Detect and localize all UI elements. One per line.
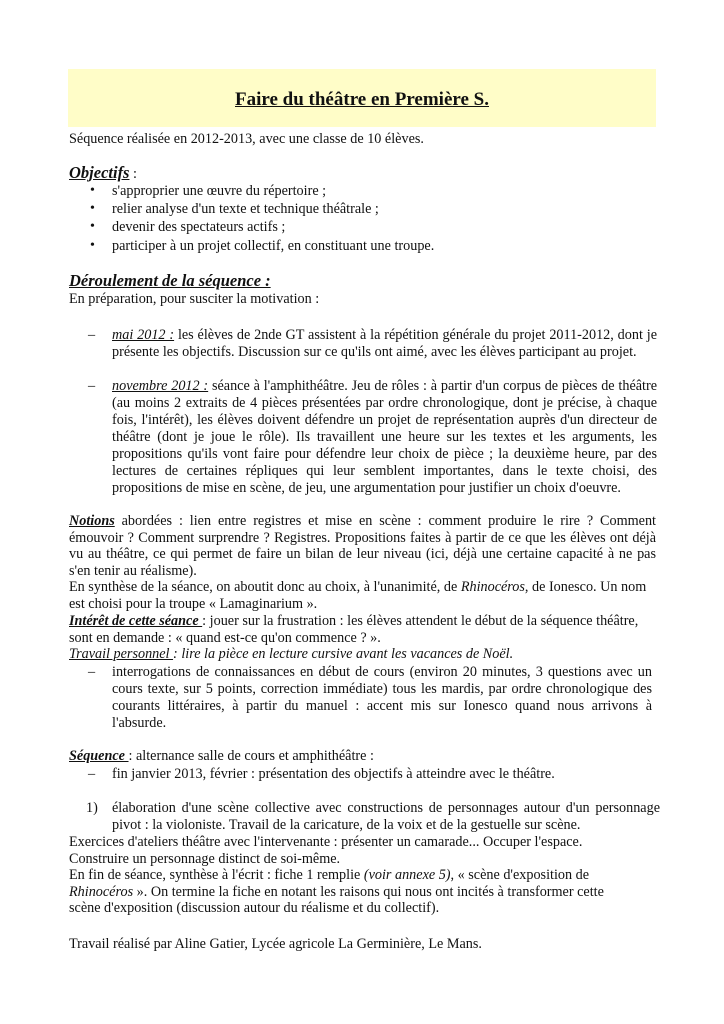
notions-label: Notions (69, 513, 115, 529)
deroulement-heading-label: Déroulement de la séquence : (69, 271, 271, 290)
bullet-icon: • (90, 219, 95, 234)
travail-text: : lire la pièce en lecture cursive avant les vacances de Noël. (173, 646, 514, 662)
dash-item-text: interrogations de connaissances en début de cours (environ 20 minutes, 3 questions avec un cours texte, sur 5 points, correction immédiate) tous les mardis, par ordre chronologique des courants littéraires, à partir du manuel : accent mis sur Ionesco quand nous arrivons à l'absurde. (112, 664, 652, 731)
dash-item-text: fin janvier 2013, février : présentation des objectifs à atteindre avec le théâtre. (112, 766, 555, 782)
dash-icon: – (88, 327, 96, 343)
annex-reference: (voir annexe 5) (363, 867, 451, 883)
list-number: 1) (86, 800, 98, 816)
objectifs-heading (69, 163, 656, 183)
ateliers-paragraph: Exercices d'ateliers théâtre avec l'intervenante : présenter un camarade... Occuper l'espace. (69, 834, 583, 850)
personnage-paragraph: Construire un personnage distinct de soi-même. (69, 851, 341, 867)
dash-item-interrogations (88, 664, 652, 732)
objectif-item-text: relier analyse d'un texte et technique théâtrale ; (112, 201, 379, 217)
objectifs-heading-label: Objectifs (69, 163, 130, 182)
fin-seance-text-2: , « scène d'exposition de (450, 867, 590, 883)
dash-item-janvier (88, 766, 657, 783)
synthese-play-title: Rhinocéros (460, 579, 525, 595)
objectif-item-text: participer à un projet collectif, en constituant une troupe. (112, 238, 435, 254)
dash-item-mai (88, 327, 657, 361)
interet-label: Intérêt de cette séance (69, 613, 203, 629)
bullet-icon: • (90, 201, 95, 216)
title-band (68, 69, 656, 127)
objectifs-heading-suffix: : (129, 166, 137, 182)
synthese-text: En synthèse de la séance, on aboutit donc au choix, à l'unanimité, de (69, 579, 461, 595)
page-title: Faire du théâtre en Première S. (235, 89, 489, 110)
play-title: Rhinocéros (69, 883, 134, 900)
travail-paragraph (69, 646, 656, 663)
sequence-label: Séquence (69, 748, 129, 764)
dash-item-text: les élèves de 2nde GT assistent à la répétition générale du projet 2011-2012, dont je présente les objectifs. Discussion sur ce qu'ils ont aimé, avec les élèves participant au projet. (112, 327, 657, 360)
interet-paragraph (69, 613, 656, 646)
objectif-item (90, 182, 632, 200)
bullet-icon: • (90, 238, 95, 253)
dash-icon: – (88, 766, 96, 782)
sequence-paragraph (69, 748, 656, 765)
footer-credit: Travail réalisé par Aline Gatier, Lycée agricole La Germinière, Le Mans. (69, 936, 482, 952)
interet-text: : jouer sur la frustration : les élèves attendent le début de la séquence théâtre, sont en demande : « quand est-ce qu'on commence ? ». (69, 613, 639, 646)
notions-text: abordées : lien entre registres et mise en scène : comment produire le rire ? Comment émouvoir ? Comment surprendre ? Registres. Propositions faites à partir de ce que les élèves ont déjà vu au théâtre, ce qui permet de faire un bilan de leur niveau (ici, déjà une certaine capacité à ne pas s'en tenir au réalisme). (69, 513, 656, 579)
dash-item-novembre (88, 378, 657, 497)
synthese-paragraph (69, 579, 656, 612)
fin-seance-text: En fin de séance, synthèse à l'écrit : fiche 1 remplie (69, 867, 364, 883)
objectif-item-text: devenir des spectateurs actifs ; (112, 219, 286, 235)
sequence-text: : alternance salle de cours et amphithéâtre : (128, 748, 374, 764)
bullet-icon: • (90, 183, 95, 198)
dash-icon: – (88, 378, 96, 394)
synthese-text-end: , de Ionesco. Un nom est choisi pour la troupe « Lamaginarium ». (69, 579, 647, 612)
dash-item-label: novembre 2012 : (112, 378, 209, 394)
numbered-item-1 (86, 800, 660, 834)
notions-paragraph (69, 513, 656, 579)
numbered-item-text: élaboration d'une scène collective avec constructions de personnages autour d'un personnage pivot : la violoniste. Travail de la caricature, de la voix et de la gestuelle sur scène. (112, 800, 660, 833)
dash-icon: – (88, 664, 96, 680)
travail-label: Travail personnel (69, 646, 174, 662)
fin-seance-paragraph (69, 867, 614, 917)
dash-item-text: séance à l'amphithéâtre. Jeu de rôles : à partir d'un corpus de pièces de théâtre (au moins 2 extraits de 4 pièces présentées par ordre chronologique, dont je précise, à chaque fois, l'intérêt), les élèves doivent défendre un projet de représentation auprès d'un directeur de théâtre (dont je joue le rôle). Ils travaillent une heure sur les textes et les arguments, les propositions qu'ils vont faire pour défendre leur choix de pièce ; la deuxième heure, par des lectures de certaines répliques qui leur semblent importantes, dans le texte choisi, des propositions de mise en scène, de jeu, une argumentation pour justifier un choix d'oeuvre. (112, 378, 657, 496)
objectif-item-text: s'approprier une œuvre du répertoire ; (112, 183, 327, 199)
dash-item-label: mai 2012 : (112, 327, 175, 343)
objectif-item (90, 200, 632, 218)
fin-seance-text-3: ». On termine la fiche en notant les raisons qui nous ont incités à transformer cette scène d'exposition (discussion autour du réalisme et du collectif). (69, 883, 604, 916)
intro-text: Séquence réalisée en 2012-2013, avec une classe de 10 élèves. (69, 131, 424, 147)
deroulement-heading (69, 271, 656, 291)
preparation-text: En préparation, pour susciter la motivation : (69, 291, 320, 307)
objectif-item (90, 237, 632, 255)
objectif-item (90, 218, 632, 236)
